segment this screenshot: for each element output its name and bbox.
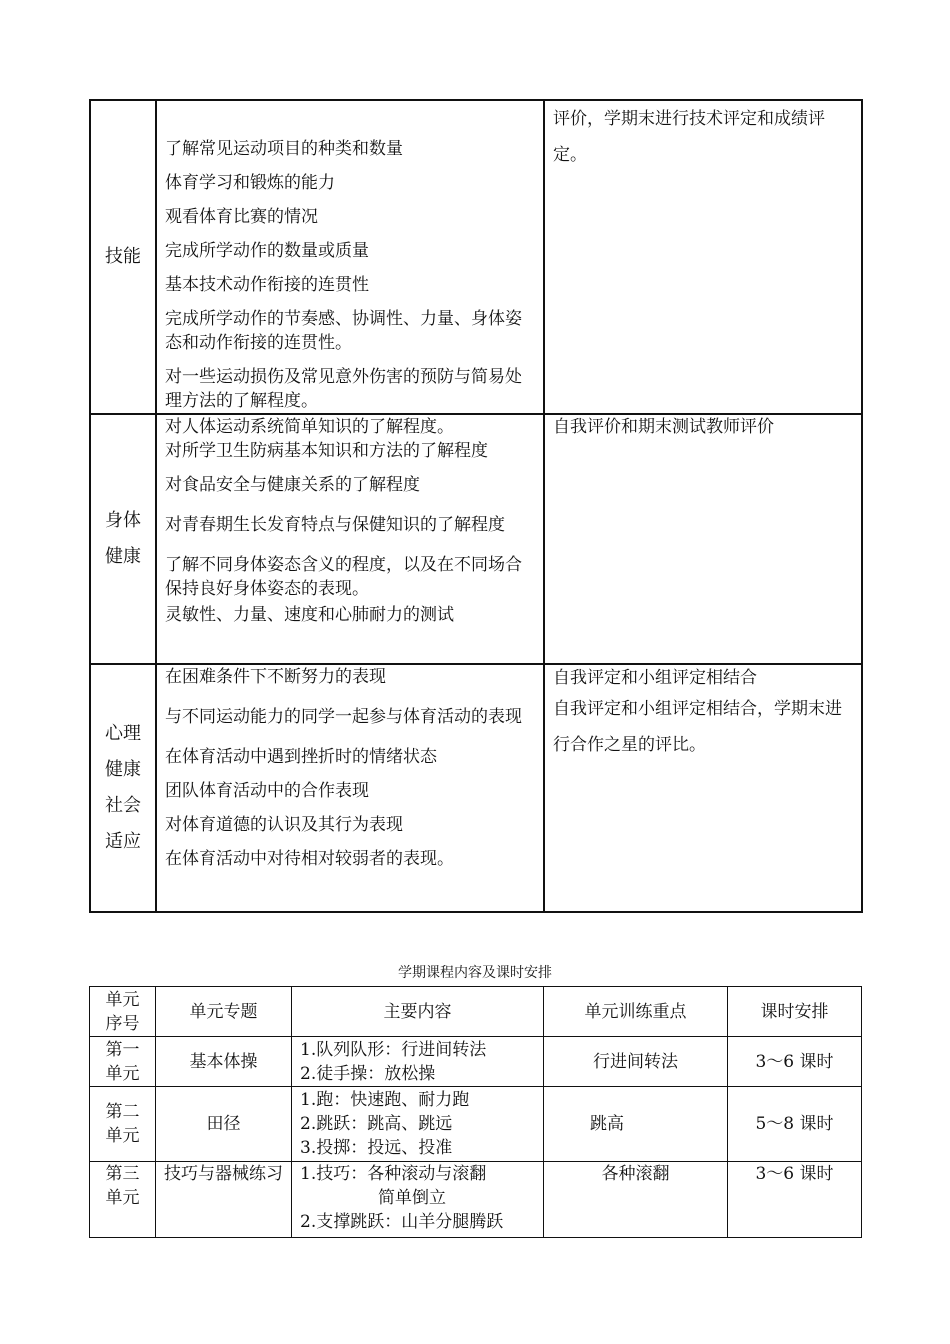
hours-cell: 3～6 课时: [728, 1037, 862, 1087]
unit-no-cell: 第一单元: [90, 1037, 156, 1087]
skill-row: [90, 100, 862, 414]
standard-item: 体育学习和锻炼的能力: [165, 173, 335, 193]
standard-item: 对青春期生长发育特点与保健知识的了解程度: [165, 515, 505, 535]
standard-item: 了解不同身体姿态含义的程度，以及在不同场合保持良好身体姿态的表现。: [165, 555, 522, 599]
header-hours: 课时安排: [728, 987, 862, 1037]
content-cell: 1.队列队形：行进间转法 2.徒手操：放松操: [292, 1037, 544, 1087]
method-item: 自我评定和小组评定相结合: [553, 668, 757, 688]
method-physical-health: [544, 414, 862, 664]
standard-item: 在困难条件下不断努力的表现: [165, 667, 386, 687]
table-row: [90, 1037, 862, 1087]
focus-cell: 跳高: [544, 1087, 728, 1162]
method-mental-social: [544, 664, 862, 912]
standard-item: 对一些运动损伤及常见意外伤害的预防与简易处理方法的了解程度。: [165, 367, 522, 411]
content-cell: 1.跑：快速跑、耐力跑 2.跳跃：跳高、跳远 3.投掷：投远、投准: [292, 1087, 544, 1162]
standard-item: 在体育活动中对待相对较弱者的表现。: [165, 849, 454, 869]
mental-social-row: [90, 664, 862, 912]
hours-cell: 5～8 课时: [728, 1087, 862, 1162]
header-unit-no: 单元序号: [90, 987, 156, 1037]
header-content: 主要内容: [292, 987, 544, 1037]
standard-item: 与不同运动能力的同学一起参与体育活动的表现: [165, 707, 522, 727]
header-topic: 单元专题: [156, 987, 292, 1037]
physical-health-row: [90, 414, 862, 664]
standard-item: 对体育道德的认识及其行为表现: [165, 815, 403, 835]
standard-item: 在体育活动中遇到挫折时的情绪状态: [165, 747, 437, 767]
standard-item: 对人体运动系统简单知识的了解程度。: [165, 417, 454, 437]
evaluation-table: [89, 99, 863, 913]
standard-item: 对所学卫生防病基本知识和方法的了解程度: [165, 441, 488, 461]
hours-cell: 3～6 课时: [728, 1162, 862, 1238]
standard-item: 了解常见运动项目的种类和数量: [165, 139, 403, 159]
standards-physical-health: [156, 414, 544, 664]
schedule-title: 学期课程内容及课时安排: [398, 965, 552, 981]
focus-cell: 各种滚翻: [544, 1162, 728, 1238]
standard-item: 观看体育比赛的情况: [165, 207, 318, 227]
standard-item: 完成所学动作的节奏感、协调性、力量、身体姿态和动作衔接的连贯性。: [165, 309, 522, 353]
standards-skill: [156, 100, 544, 414]
method-item: 评价，学期末进行技术评定和成绩评定。: [553, 109, 825, 165]
topic-cell: 田径: [156, 1087, 292, 1162]
table-row: [90, 1087, 862, 1162]
method-skill: [544, 100, 862, 414]
schedule-table: [89, 986, 862, 1238]
method-item: 自我评定和小组评定相结合，学期末进行合作之星的评比。: [553, 699, 842, 755]
schedule-header-row: [90, 987, 862, 1037]
standard-item: 对食品安全与健康关系的了解程度: [165, 475, 420, 495]
standard-item: 完成所学动作的数量或质量: [165, 241, 369, 261]
category-skill: 技能: [90, 100, 156, 414]
topic-cell: 基本体操: [156, 1037, 292, 1087]
focus-cell: 行进间转法: [544, 1037, 728, 1087]
header-focus: 单元训练重点: [544, 987, 728, 1037]
method-item: 自我评价和期末测试教师评价: [553, 417, 774, 437]
standard-item: 团队体育活动中的合作表现: [165, 781, 369, 801]
standards-mental-social: [156, 664, 544, 912]
content-cell: 1.技巧：各种滚动与滚翻 简单倒立 2.支撑跳跃：山羊分腿腾跃: [292, 1162, 544, 1238]
topic-cell: 技巧与器械练习: [156, 1162, 292, 1238]
table-row: [90, 1162, 862, 1238]
category-physical-health: 身体 健康: [90, 414, 156, 664]
standard-item: 灵敏性、力量、速度和心肺耐力的测试: [165, 605, 454, 625]
standard-item: 基本技术动作衔接的连贯性: [165, 275, 369, 295]
unit-no-cell: 第三单元: [90, 1162, 156, 1238]
unit-no-cell: 第二单元: [90, 1087, 156, 1162]
category-mental-social: 心理 健康 社会 适应: [90, 664, 156, 912]
